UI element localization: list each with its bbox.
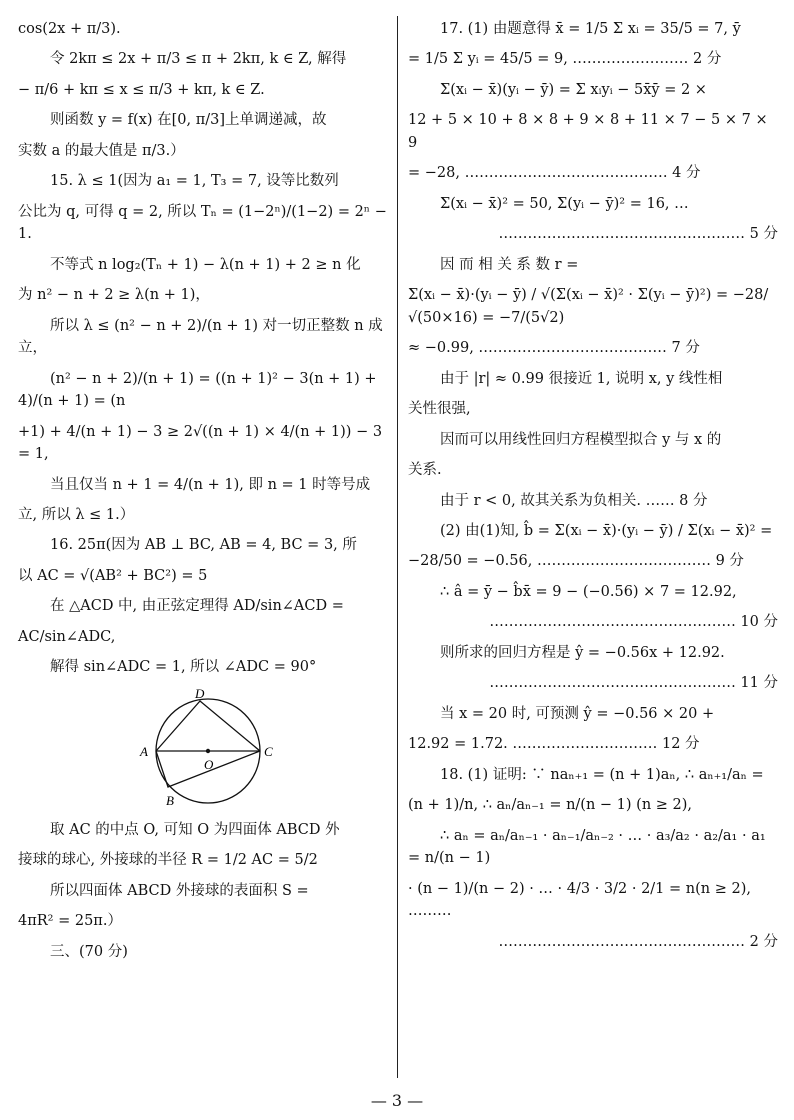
q17-text: 17. (1) 由题意得 x̄ = 1/5 Σ xᵢ = 35/5 = 7, ȳ xyxy=(440,21,741,37)
label-O: O xyxy=(204,756,214,772)
page-footer xyxy=(0,1091,794,1110)
right-line-16: (2) 由(1)知, b̂ = Σ(xᵢ − x̄)·(yᵢ − ȳ) / Σ(xᵢ − x̄)² = xyxy=(440,522,773,539)
left-line-2: 令 2kπ ≤ 2x + π/3 ≤ π + 2kπ, k ∈ Z, 解得 xyxy=(50,51,347,68)
q18-text: 18. (1) 证明: ∵ naₙ₊₁ = (n + 1)aₙ, ∴ aₙ₊₁/aₙ = xyxy=(440,766,764,783)
center-point xyxy=(206,749,210,753)
right-line-3: Σ(xᵢ − x̄)(yᵢ − ȳ) = Σ xᵢyᵢ − 5x̄ȳ = 2 × xyxy=(440,81,707,98)
right-line-12: 关性很强, xyxy=(408,401,471,418)
left-line-10: 所以 λ ≤ (n² − n + 2)/(n + 1) 对一切正整数 n 成立， xyxy=(18,317,383,357)
q15-start xyxy=(18,170,390,192)
left-line-22: 所以四面体 ABCD 外接球的表面积 S = xyxy=(50,882,309,899)
right-column xyxy=(408,18,778,961)
right-line-19: …………………………………………… 10 分 xyxy=(489,614,778,631)
right-line-10: ≈ −0.99, ………………………………… 7 分 xyxy=(408,340,700,357)
right-line-11: 由于 |r| ≈ 0.99 很接近 1, 说明 x, y 线性相 xyxy=(440,370,723,387)
left-line-13: 当且仅当 n + 1 = 4/(n + 1), 即 n = 1 时等号成 xyxy=(50,476,371,493)
label-D: D xyxy=(195,688,205,701)
right-line-9: Σ(xᵢ − x̄)·(yᵢ − ȳ) / √(Σ(xᵢ − x̄)² · Σ(yᵢ − ȳ)²) = −28/√(50×16) = −7/(5√2) xyxy=(408,287,769,326)
left-line-3: − π/6 + kπ ≤ x ≤ π/3 + kπ, k ∈ Z. xyxy=(18,81,265,98)
q17-start xyxy=(408,18,778,40)
left-line-4: 则函数 y = f(x) 在[0, π/3]上单调递减，故 xyxy=(50,112,327,129)
label-C: C xyxy=(264,743,273,759)
left-column xyxy=(18,18,390,971)
right-line-21: …………………………………………… 11 分 xyxy=(489,675,778,692)
left-line-1: cos(2x + π/3). xyxy=(18,21,121,37)
right-line-28: …………………………………………… 2 分 xyxy=(498,933,778,950)
right-line-23: 12.92 = 1.72. ………………………… 12 分 xyxy=(408,736,700,753)
left-line-12: +1) + 4/(n + 1) − 3 ≥ 2√((n + 1) × 4/(n + 1)) − 3 = 1, xyxy=(18,423,383,463)
right-line-17: −28/50 = −0.56, ……………………………… 9 分 xyxy=(408,553,744,570)
left-line-17: 在 △ACD 中, 由正弦定理得 AD/sin∠ACD = xyxy=(50,598,344,615)
left-line-19: 解得 sin∠ADC = 1, 所以 ∠ADC = 90° xyxy=(50,659,317,676)
q16-start xyxy=(18,534,390,556)
left-line-23: 4πR² = 25π.） xyxy=(18,913,122,930)
label-A: A xyxy=(140,743,148,759)
right-line-20: 则所求的回归方程是 ŷ = −0.56x + 12.92. xyxy=(440,644,725,661)
label-B: B xyxy=(166,792,174,808)
right-line-25: (n + 1)/n, ∴ aₙ/aₙ₋₁ = n/(n − 1) (n ≥ 2), xyxy=(408,797,693,814)
right-line-6: Σ(xᵢ − x̄)² = 50, Σ(yᵢ − ȳ)² = 16, … xyxy=(440,195,689,212)
right-line-7: …………………………………………… 5 分 xyxy=(498,226,778,243)
left-line-8: 不等式 n log₂(Tₙ + 1) − λ(n + 1) + 2 ≥ n 化 xyxy=(50,256,361,273)
left-line-11: (n² − n + 2)/(n + 1) = ((n + 1)² − 3(n + 1) + 4)/(n + 1) = (n xyxy=(18,370,377,410)
right-line-18: ∴ â = ȳ − b̂x̄ = 9 − (−0.56) × 7 = 12.92, xyxy=(440,583,737,600)
right-line-4: 12 + 5 × 10 + 8 × 8 + 9 × 8 + 11 × 7 − 5 × 7 × 9 xyxy=(408,112,768,151)
right-line-14: 关系. xyxy=(408,462,442,479)
circle-quadrilateral-diagram xyxy=(138,689,278,809)
right-line-15: 由于 r < 0, 故其关系为负相关. …… 8 分 xyxy=(440,492,708,509)
right-line-5: = −28, …………………………………… 4 分 xyxy=(408,165,701,182)
right-line-22: 当 x = 20 时, 可预测 ŷ = −0.56 × 20 + xyxy=(440,705,715,722)
right-line-8: 因 而 相 关 系 数 r = xyxy=(440,256,579,273)
left-line-20: 取 AC 的中点 O, 可知 O 为四面体 ABCD 外 xyxy=(50,821,340,838)
left-line-5: 实数 a 的最大值是 π/3.） xyxy=(18,142,185,159)
page-number: — 3 — xyxy=(370,1091,424,1110)
q16-text: 16. 25π(因为 AB ⊥ BC, AB = 4, BC = 3, 所 xyxy=(50,537,357,554)
q15-text: 15. λ ≤ 1(因为 a₁ = 1, T₃ = 7, 设等比数列 xyxy=(50,173,339,190)
left-line-9: 为 n² − n + 2 ≥ λ(n + 1)， xyxy=(18,287,210,304)
left-line-18: AC/sin∠ADC, xyxy=(18,628,116,645)
q18-start xyxy=(408,764,778,786)
left-line-16: 以 AC = √(AB² + BC²) = 5 xyxy=(18,567,208,584)
right-line-26: ∴ aₙ = aₙ/aₙ₋₁ · aₙ₋₁/aₙ₋₂ · … · a₃/a₂ · a₂/a₁ · a₁ = n/(n − 1) xyxy=(408,827,766,867)
triangle-ACD-lines xyxy=(156,701,260,751)
column-divider xyxy=(397,16,398,1078)
left-line-21: 接球的球心, 外接球的半径 R = 1/2 AC = 5/2 xyxy=(18,852,318,869)
right-line-13: 因而可以用线性回归方程模型拟合 y 与 x 的 xyxy=(440,431,722,448)
left-line-24: 三、(70 分) xyxy=(50,943,128,960)
right-line-27: · (n − 1)/(n − 2) · … · 4/3 · 3/2 · 2/1 = n(n ≥ 2), ……… xyxy=(408,880,751,920)
left-line-7: 公比为 q, 可得 q = 2, 所以 Tₙ = (1−2ⁿ)/(1−2) = 2ⁿ − 1. xyxy=(18,203,387,243)
left-line-14: 立, 所以 λ ≤ 1.） xyxy=(18,506,135,523)
right-line-2: = 1/5 Σ yᵢ = 45/5 = 9, …………………… 2 分 xyxy=(408,51,722,68)
geometry-figure xyxy=(138,689,278,809)
